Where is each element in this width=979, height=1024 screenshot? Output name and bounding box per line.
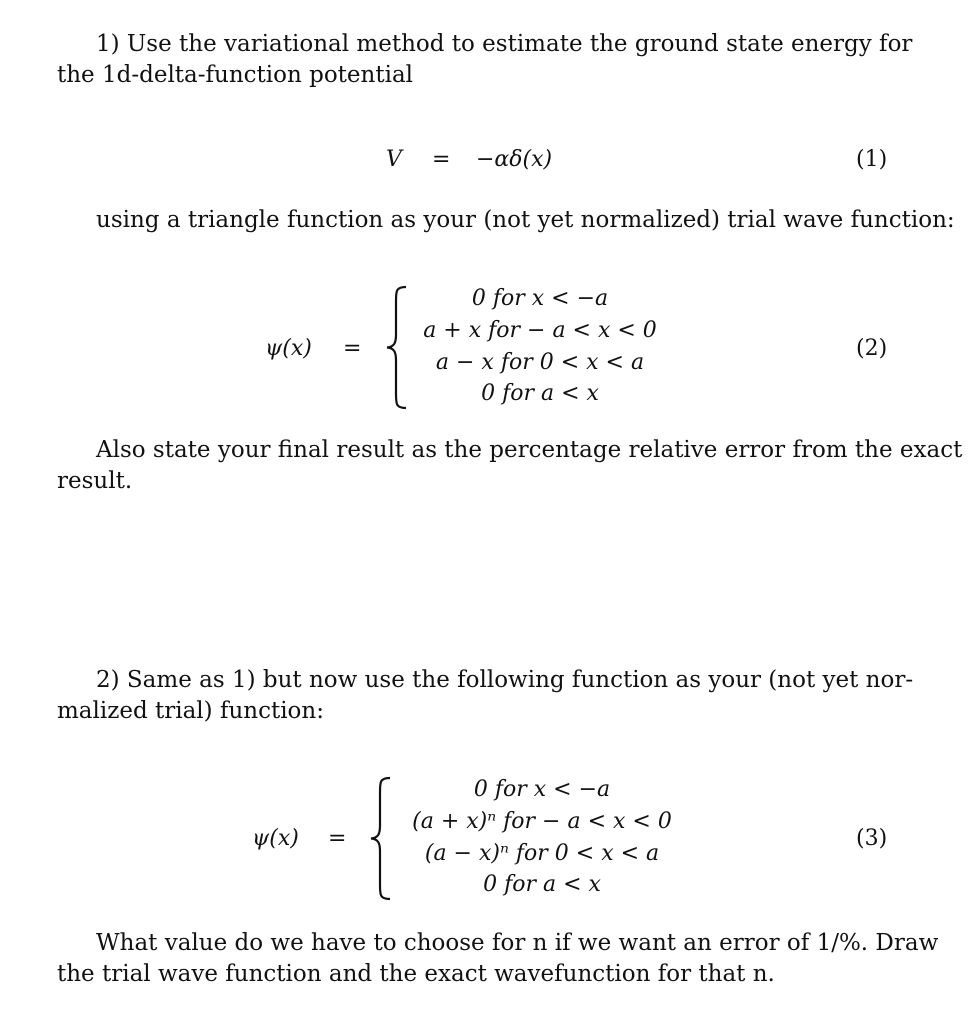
eq3-case-2: (a + x)ⁿ for − a < x < 0 [412,809,672,834]
eq2-case-4: 0 for a < x [481,381,599,406]
eq2-case-1: 0 for x < −a [471,286,609,311]
eq2-left-brace [384,285,410,410]
eq2-lhs: ψ(x) [265,336,312,361]
eq2-equals: = [343,336,362,361]
problem1-also-line2: result. [57,468,133,494]
problem2-what-line2: the trial wave function and the exact wavefunction for that n. [57,961,775,987]
eq1-lhs: V [386,147,402,172]
eq3-left-brace [368,776,394,901]
eq1-number: (1) [856,147,888,172]
eq3-lhs: ψ(x) [252,826,299,851]
eq1-rhs: −αδ(x) [476,147,553,172]
eq3-number: (3) [856,826,888,851]
eq2-case-2: a + x for − a < x < 0 [423,318,657,343]
problem1-using: using a triangle function as your (not yet normalized) trial wave function: [96,207,955,233]
problem1-also-line1: Also state your final result as the percentage relative error from the exact [96,437,963,463]
eq3-case-1: 0 for x < −a [473,777,611,802]
problem1-line1: 1) Use the variational method to estimate the ground state energy for [96,31,913,57]
eq2-number: (2) [856,336,888,361]
problem2-line1: 2) Same as 1) but now use the following function as your (not yet nor- [96,667,914,693]
eq2-case-3: a − x for 0 < x < a [435,350,645,375]
problem1-line2: the 1d-delta-function potential [57,62,414,88]
problem2-line2: malized trial) function: [57,698,324,724]
eq3-equals: = [328,826,347,851]
eq1-equals: = [432,147,451,172]
eq3-case-4: 0 for a < x [483,872,601,897]
eq3-case-3: (a − x)ⁿ for 0 < x < a [424,841,660,866]
problem2-what-line1: What value do we have to choose for n if we want an error of 1/%. Draw [96,930,939,956]
